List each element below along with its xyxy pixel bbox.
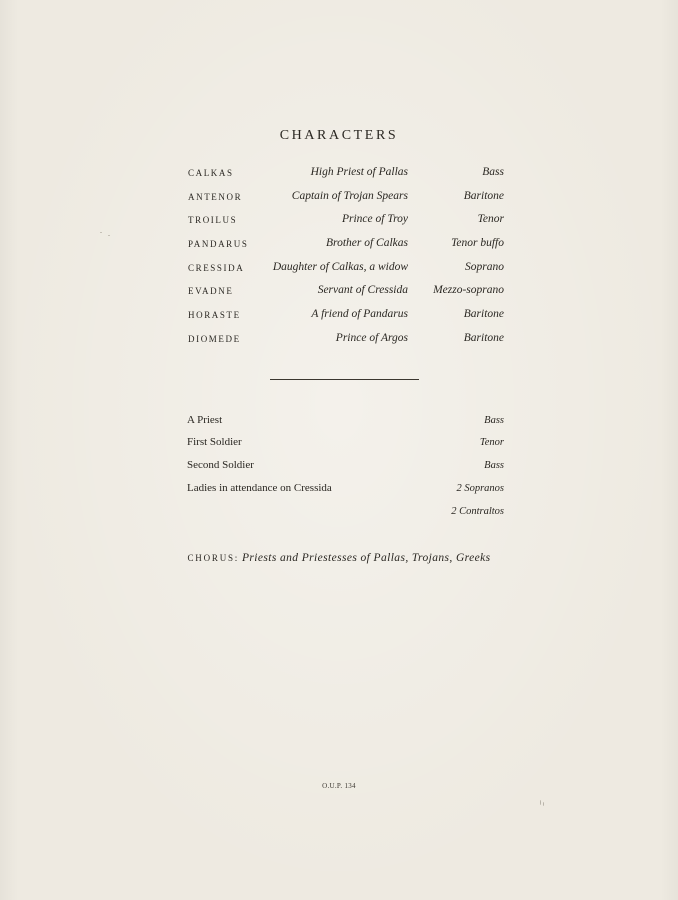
- minor-character-voice: Bass: [484, 460, 504, 471]
- character-name: CALKAS: [188, 168, 234, 178]
- character-voice: Soprano: [465, 261, 504, 273]
- chorus-text: Priests and Priestesses of Pallas, Trojans, Greeks: [241, 552, 491, 564]
- character-name: HORASTE: [188, 310, 241, 320]
- character-name: CRESSIDA: [188, 263, 245, 273]
- minor-character-name: Ladies in attendance on Cressida: [187, 482, 332, 494]
- character-voice: Baritone: [463, 308, 504, 320]
- cast-row: [0, 308, 678, 328]
- character-name: ANTENOR: [188, 192, 243, 202]
- character-description: A friend of Pandarus: [311, 308, 408, 320]
- minor-cast-row: [0, 459, 678, 479]
- cast-row: [0, 332, 678, 352]
- page-title: CHARACTERS: [279, 128, 399, 143]
- section-divider: [270, 379, 419, 380]
- cast-row: [0, 237, 678, 257]
- paper-speck: [543, 802, 544, 806]
- minor-character-voice: Tenor: [479, 437, 504, 448]
- minor-cast-row: [0, 482, 678, 502]
- character-name: TROILUS: [188, 215, 238, 225]
- minor-cast-row: [0, 505, 678, 525]
- minor-character-name: First Soldier: [187, 436, 242, 448]
- paper-speck: [108, 235, 110, 236]
- character-name: PANDARUS: [188, 239, 249, 249]
- minor-character-voice: 2 Contraltos: [451, 506, 504, 517]
- cast-row: [0, 284, 678, 304]
- character-description: Captain of Trojan Spears: [291, 190, 408, 202]
- cast-row: [0, 261, 678, 281]
- cast-row: [0, 213, 678, 233]
- character-name: EVADNE: [188, 286, 234, 296]
- chorus-line: [0, 552, 678, 564]
- chorus-label: CHORUS:: [187, 553, 240, 563]
- character-name: DIOMEDE: [188, 334, 241, 344]
- minor-character-voice: 2 Sopranos: [456, 483, 504, 494]
- publisher-footer: O.U.P. 134: [322, 782, 356, 790]
- paper-speck: [100, 232, 102, 233]
- character-description: Prince of Troy: [341, 213, 408, 225]
- character-voice: Tenor buffo: [451, 237, 504, 249]
- cast-row: [0, 190, 678, 210]
- character-description: Brother of Calkas: [326, 237, 408, 249]
- minor-character-name: A Priest: [187, 414, 223, 426]
- character-voice: Bass: [482, 166, 504, 178]
- minor-cast-row: [0, 414, 678, 434]
- character-description: Prince of Argos: [335, 332, 408, 344]
- minor-character-voice: Bass: [484, 415, 504, 426]
- character-description: High Priest of Pallas: [310, 166, 408, 178]
- minor-character-name: Second Soldier: [187, 459, 254, 471]
- character-voice: Baritone: [463, 190, 504, 202]
- character-description: Servant of Cressida: [317, 284, 408, 296]
- paper-speck: [540, 800, 541, 805]
- character-voice: Baritone: [463, 332, 504, 344]
- character-voice: Tenor: [477, 213, 504, 225]
- minor-cast-row: [0, 436, 678, 456]
- character-description: Daughter of Calkas, a widow: [272, 261, 408, 273]
- character-voice: Mezzo-soprano: [433, 284, 504, 296]
- cast-row: [0, 166, 678, 186]
